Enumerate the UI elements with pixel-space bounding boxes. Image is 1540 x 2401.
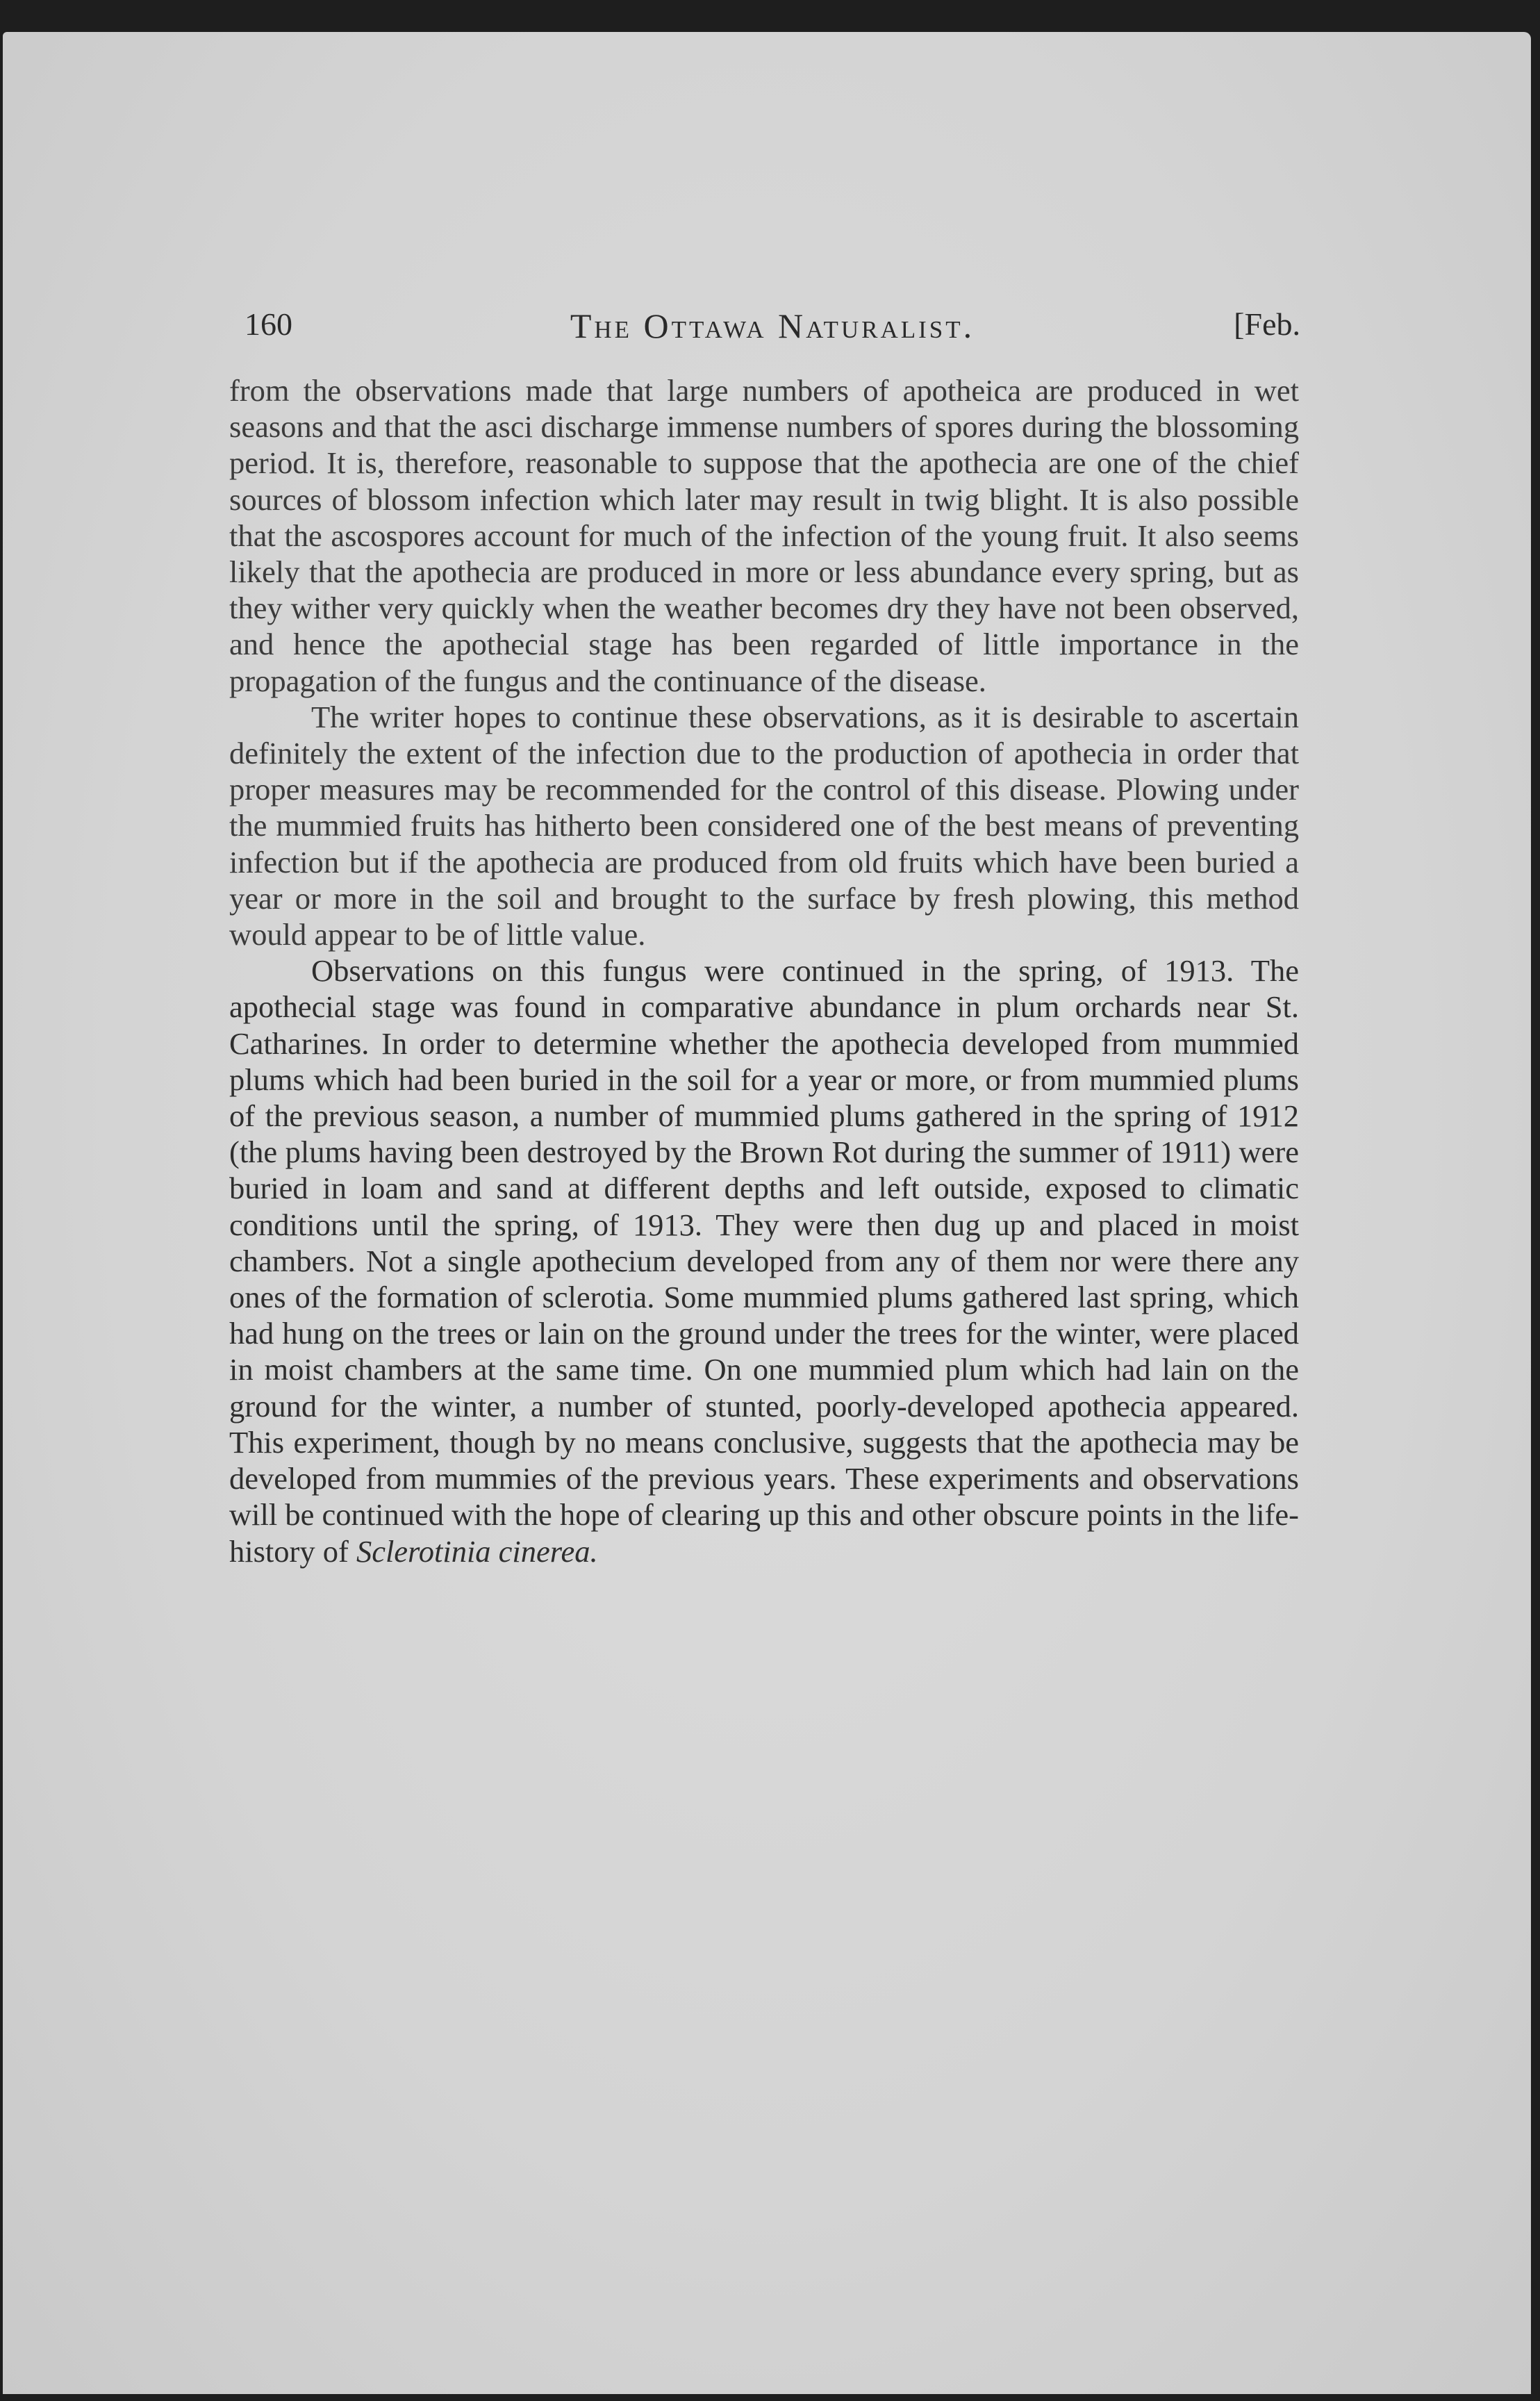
running-head — [245, 306, 1300, 354]
species-name: Sclerotinia cinerea. — [356, 1533, 598, 1569]
body-text — [229, 372, 1299, 1569]
paragraph-3-text: Observations on this fungus were continued in the spring, of 1913. The apothecial stage was found in comparative abundance in plum orchards near St. Catharines. In order to determine whether the apothecia developed from mummied plums which had been buried in the soil for a year or more, or from mummied plums of the previous season, a number of mummied plums gathered in the spring of 1912 (the plums having been destroyed by the Brown Rot during the summer of 1911) were buried in loam and sand at different depths and left outside, exposed to climatic conditions until the spring, of 1913. They were then dug up and placed in moist chambers. Not a single apothecium developed from any of them nor were there any ones of the formation of sclerotia. Some mummied plums gathered last spring, which had hung on the trees or lain on the ground under the trees for the winter, were placed in moist chambers at the same time. On one mummied plum which had lain on the ground for the winter, a number of stunted, poorly-developed apothecia appeared. This experiment, though by no means conclusive, suggests that the apothecia may be developed from mummies of the previous years. These experiments and observations will be continued with the hope of clearing up this and other obscure points in the life-history of — [229, 953, 1299, 1569]
paragraph-1: from the observations made that large numbers of apotheica are produced in wet seasons and that the asci discharge immense numbers of spores during the blossoming period. It is, therefore, reasonable to suppose that the apothecia are one of the chief sources of blossom infection which later may result in twig blight. It is also possible that the ascospores account for much of the infection of the young fruit. It also seems likely that the apothecia are produced in more or less abundance every spring, but as they wither very quickly when the weather becomes dry they have not been observed, and hence the apothecial stage has been regarded of little importance in the propagation of the fungus and the continuance of the disease. — [229, 373, 1299, 698]
issue-month: [Feb. — [1234, 306, 1300, 342]
page-number: 160 — [245, 306, 292, 342]
journal-title: The Ottawa Naturalist. — [570, 306, 975, 345]
paragraph-2: The writer hopes to continue these observations, as it is desirable to ascertain definitely the extent of the infection due to the production of apothecia in order that proper measures may be recommended for the control of this disease. Plowing under the mummied fruits has hitherto been considered one of the best means of preventing infection but if the apothecia are produced from old fruits which have been buried a year or more in the soil and brought to the surface by fresh plowing, this method would appear to be of little value. — [229, 699, 1299, 952]
paragraph-3 — [229, 952, 1299, 1569]
